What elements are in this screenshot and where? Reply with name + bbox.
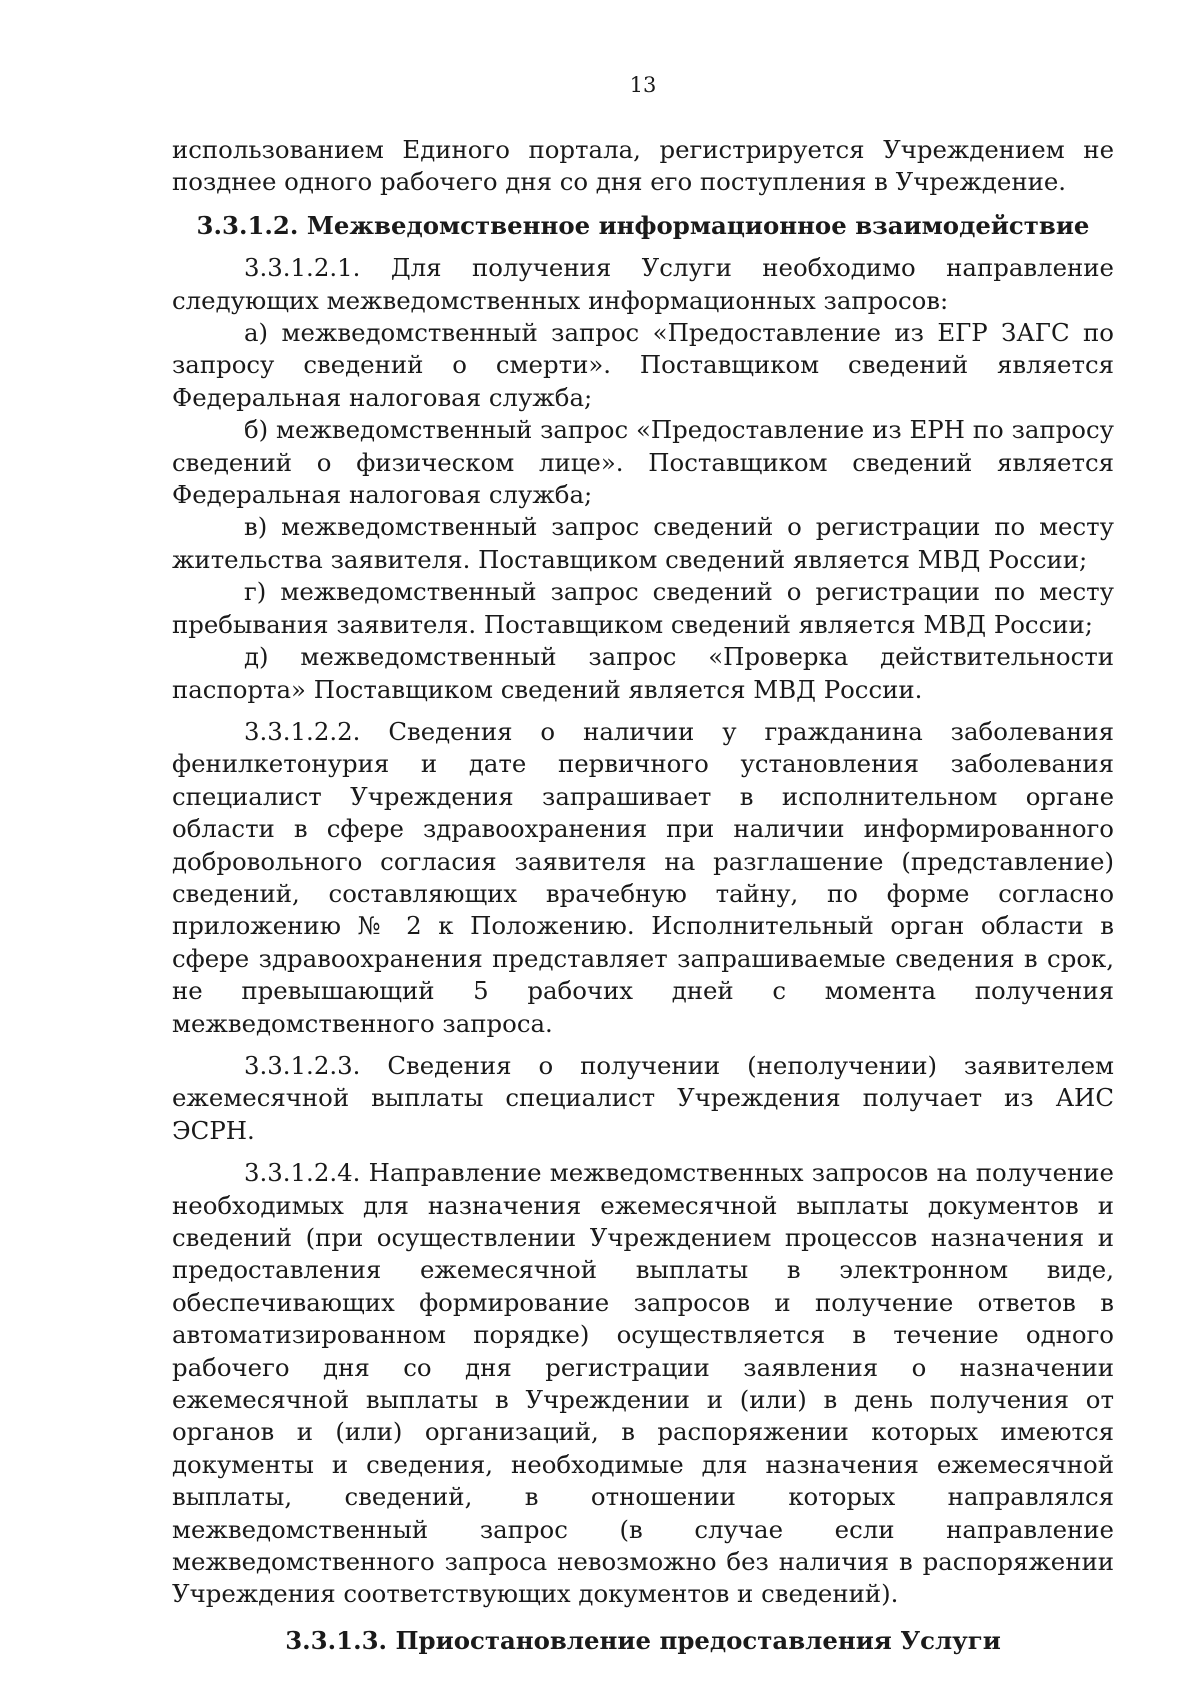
paragraph-3-3-1-2-4 (172, 1157, 1114, 1611)
paragraph-3-3-1-2-2 (172, 716, 1114, 1040)
list-item-text: межведомственный запрос «Предоставление из ЕГР ЗАГС по запросу сведений о смерти». Поставщиком сведений является Федеральная налоговая служба; (172, 318, 1114, 412)
paragraph-text: Направление межведомственных запросов на получение необходимых для назначения ежемесячной выплаты документов и сведений (при осуществлении Учреждением процессов назначения и предоставления ежемесячной выплаты в электронном виде, обеспечивающих формирование запросов и получение ответов в автоматизированном порядке) осуществляется в течение одного рабочего дня со дня регистрации заявления о назначении ежемесячной выплаты в Учреждении и (или) в день получения от органов и (или) организаций, в распоряжении которых имеются документы и сведения, необходимые для назначения ежемесячной выплаты, сведений, в отношении которых направлялся межведомственный запрос (в случае если направление межведомственного запроса невозможно без наличия в распоряжении Учреждения соответствующих документов и сведений). (172, 1158, 1114, 1609)
paragraph-number: 3.3.1.2.3. (244, 1050, 361, 1080)
list-item-text: межведомственный запрос сведений о регистрации по месту пребывания заявителя. Поставщиком сведений является МВД России; (172, 577, 1114, 639)
section-heading-suspension: 3.3.1.3. Приостановление предоставления Услуги (285, 1625, 1001, 1655)
list-marker: д) (244, 642, 269, 672)
paragraph-text: Для получения Услуги необходимо направление следующих межведомственных информационных запросов: (172, 253, 1114, 315)
paragraph-number: 3.3.1.2.1. (244, 253, 361, 283)
paragraph-number: 3.3.1.2.4. (244, 1158, 361, 1188)
page-number: 13 (629, 73, 657, 97)
list-item-d (172, 641, 1114, 706)
list-item-a (172, 317, 1114, 414)
paragraph-text: Сведения о наличии у гражданина заболевания фенилкетонурия и дате первичного установления заболевания специалист Учреждения запрашивает в исполнительном органе области в сфере здравоохранения при наличии информированного добровольного согласия заявителя на разглашение (представление) сведений, составляющих врачебную тайну, по форме согласно приложению № 2 к Положению. Исполнительный орган области в сфере здравоохранения представляет запрашиваемые сведения в срок, не превышающий 5 рабочих дней с момента получения межведомственного запроса. (172, 716, 1114, 1038)
document-body (172, 134, 1114, 1657)
paragraph-text: Сведения о получении (неполучении) заявителем ежемесячной выплаты специалист Учреждения получает из АИС ЭСРН. (172, 1050, 1114, 1145)
list-item-text: межведомственный запрос сведений о регистрации по месту жительства заявителя. Поставщиком сведений является МВД России; (172, 512, 1114, 574)
paragraph-3-3-1-2-3 (172, 1050, 1114, 1147)
list-item-v (172, 511, 1114, 576)
paragraph-number: 3.3.1.2.2. (244, 716, 361, 746)
list-marker: г) (244, 577, 267, 607)
list-marker: б) (244, 415, 269, 445)
list-item-text: межведомственный запрос «Предоставление из ЕРН по запросу сведений о физическом лице». Поставщиком сведений является Федеральная налоговая служба; (172, 415, 1114, 510)
paragraph-3-3-1-2-1 (172, 252, 1114, 317)
list-marker: в) (244, 512, 268, 542)
list-item-g (172, 576, 1114, 641)
intro-paragraph: использованием Единого портала, регистрируется Учреждением не позднее одного рабочего дня со дня его поступления в Учреждение. (172, 135, 1114, 197)
list-marker: а) (244, 318, 269, 348)
section-heading-interagency: 3.3.1.2. Межведомственное информационное взаимодействие (196, 210, 1090, 240)
list-item-text: межведомственный запрос «Проверка действительности паспорта» Поставщиком сведений является МВД России. (172, 642, 1114, 704)
list-item-b (172, 414, 1114, 511)
